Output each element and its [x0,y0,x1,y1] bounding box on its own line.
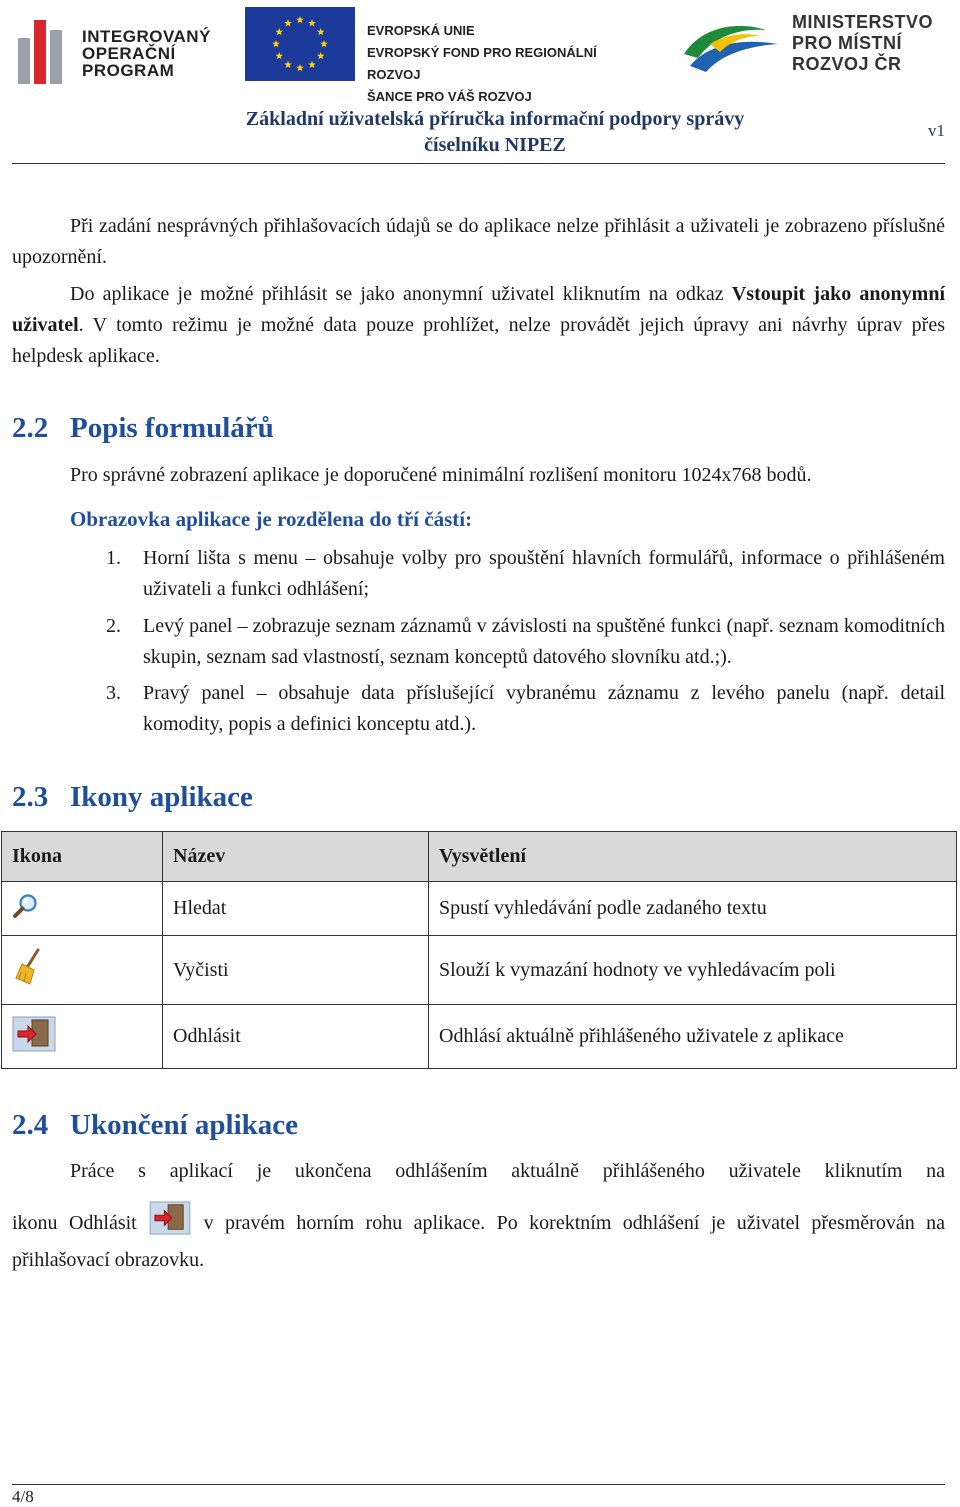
exit-paragraph-line1: Práce s aplikací je ukončena odhlášením aktuálně přihlášeného uživatele kliknutím na [70,1160,945,1182]
section-title: Popis formulářů [70,412,274,444]
mmr-logo-text: MINISTERSTVO PRO MÍSTNÍ ROZVOJ ČR [792,12,934,74]
document-title: Základní uživatelská příručka informační podpory správy číselníku NIPEZ [245,108,745,156]
table-cell-name: Vyčisti [163,936,429,1005]
mmr-logo [680,8,950,84]
table-row [2,1005,957,1069]
eu-star-icon [317,28,325,35]
eu-star-icon [275,28,283,35]
table-header-cell: Vysvětlení [429,832,957,882]
eu-star-icon [317,52,325,59]
table-cell-icon [2,936,163,1005]
eu-logo-text: EVROPSKÁ UNIE EVROPSKÝ FOND PRO REGIONÁLNÍ ROZVOJ ŠANCE PRO VÁŠ ROZVOJ [367,23,597,104]
exit-text: ikonu Odhlásit [12,1212,137,1234]
eu-star-icon [296,16,304,23]
list-number: 3. [106,682,121,704]
section-number: 2.2 [12,412,49,444]
eu-star-icon [320,40,328,47]
eu-star-icon [308,19,316,26]
intro-paragraph-2 [12,279,945,372]
table-cell-desc: Spustí vyhledávání podle zadaného textu [429,882,957,936]
intro-p2-rest: . V tomto režimu je možné data pouze prohlížet, nelze provádět jejich úpravy ani návrhy úprav přes helpdesk aplikace. [12,314,945,367]
broom-icon [12,969,46,991]
eu-star-icon [296,64,304,71]
table-row [2,882,957,936]
document-version: v1 [928,121,945,140]
iop-logo-text: INTEGROVANÝ OPERAČNÍ PROGRAM [82,27,211,80]
eu-star-icon [272,40,280,47]
header-divider [12,163,945,164]
table-header-cell: Ikona [2,832,163,882]
iop-bars-icon [14,20,74,84]
iop-logo [14,8,214,84]
mmr-swoosh-icon [680,14,784,78]
list-item: Levý panel – zobrazuje seznam záznamů v závislosti na spuštěné funkci (např. seznam komoditních skupin, seznam sad vlastností, seznam konceptů datového slovníku atd.;). [143,615,945,668]
section-number: 2.3 [12,781,49,813]
table-cell-name: Odhlásit [163,1005,429,1069]
table-header-row [2,832,957,882]
eu-star-icon [308,61,316,68]
table-header-cell: Název [163,832,429,882]
resolution-paragraph: Pro správné zobrazení aplikace je doporučené minimální rozlišení monitoru 1024x768 bodů. [70,464,812,486]
intro-p2-text: Do aplikace je možné přihlásit se jako anonymní uživatel kliknutím na odkaz [70,283,732,305]
list-item: Horní lišta s menu – obsahuje volby pro spouštění hlavních formulářů, informace o přihlášeném uživateli a funkci odhlášení; [143,547,945,600]
table-cell-icon [2,882,163,936]
section-2-2-heading [12,411,274,445]
section-title: Ikony aplikace [70,781,253,813]
section-2-3-heading [12,780,253,814]
table-cell-name: Hledat [163,882,429,936]
table-cell-icon [2,1005,163,1069]
eu-star-icon [284,19,292,26]
list-number: 1. [106,547,121,569]
page-number: 4/8 [12,1487,34,1506]
table-cell-desc: Odhlásí aktuálně přihlášeného uživatele z aplikace [429,1005,957,1069]
eu-star-icon [284,61,292,68]
icons-table [1,831,957,1069]
logout-icon [12,1035,56,1057]
list-number: 2. [106,615,121,637]
screen-parts-subheading: Obrazovka aplikace je rozdělena do tří částí: [70,507,473,531]
eu-star-icon [275,52,283,59]
intro-paragraph-1: Při zadání nesprávných přihlašovacích údajů se do aplikace nelze přihlásit a uživateli je zobrazeno příslušné upozornění. [12,215,945,268]
footer-divider [12,1484,945,1485]
section-title: Ukončení aplikace [70,1109,298,1141]
table-cell-desc: Slouží k vymazání hodnoty ve vyhledávacím poli [429,936,957,1005]
exit-paragraph-continued [12,1201,945,1276]
eu-flag-icon [245,7,355,81]
exit-text-rest: v pravém horním rohu aplikace. Po korektním odhlášení je uživatel přesměrován na přihlašovací obrazovku. [12,1212,945,1271]
section-number: 2.4 [12,1109,49,1141]
anonymous-login-link-text: Vstoupit jako anonymní uživatel [12,283,946,336]
list-item: Pravý panel – obsahuje data příslušející vybranému záznamu z levého panelu (např. detail komodity, popis a definici konceptu atd.). [143,682,945,735]
table-row [2,936,957,1005]
eu-logo [245,7,645,104]
logout-icon [148,1201,192,1245]
magnifier-icon [12,903,40,925]
section-2-4-heading [12,1108,298,1142]
